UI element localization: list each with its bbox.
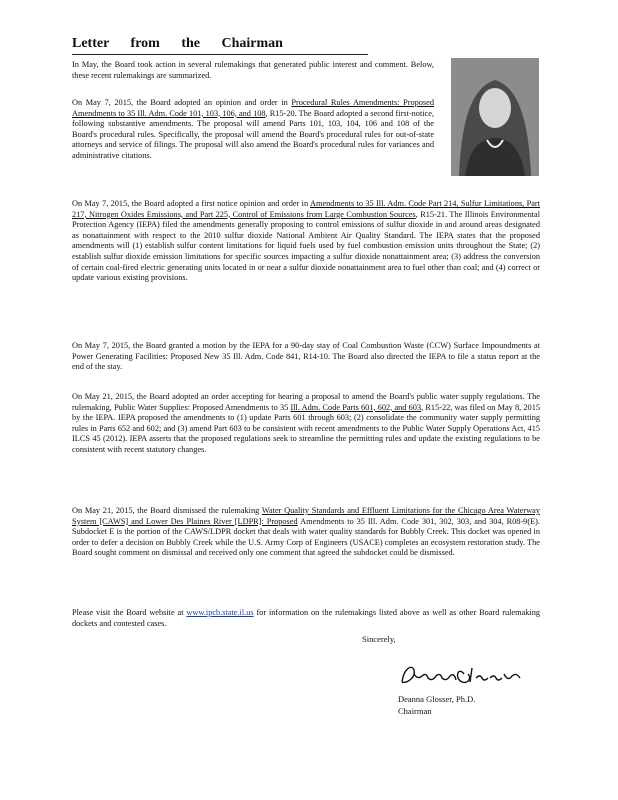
board-website-link[interactable]: www.ipcb.state.il.us (186, 608, 254, 617)
paragraph-sulfur-limitations: On May 7, 2015, the Board adopted a first notice opinion and order in Amendments to 35 Ill. Adm. Code Part 214, Sulfur Limitations, Part 217, Nitrogen Oxides Emissions, and Part 225, Control of Emissions from Large Combustion Sources, R15-21. The Illinois Environmental Protection Agency (IEPA) filed the amendments generally proposing to control emissions of sulfur dioxide in and around areas designated as nonattainment with respect to the 2010 sulfur dioxide National Ambient Air Quality Standard. The IEPA states that the proposed amendments will (1) establish sulfur content limitations for liquid fuels used by fuel combustion emission units throughout the State; (2) establish sulfur dioxide emission limitations for specific sources impacting a sulfur dioxide nonattainment area; (3) address the conversion of certain coal-fired electric generating units located in or near a sulfur dioxide nonattainment area to fuel other than coal; and (4) correct or update various existing provisions. (72, 199, 541, 283)
paragraph-water-quality-standards: On May 21, 2015, the Board dismissed the rulemaking Water Quality Standards and Effluent Limitations for the Chicago Area Waterway System [CAWS] and Lower Des Plaines River [LDPR]: Proposed Amendments to 35 Ill. Adm. Code 301, 302, 303, and 304, R08-9(E). Subdocket E is the portion of the CAWS/LDPR docket that deals with water quality standards for Bubbly Creek. This docket was opened in order to defer a decision on Bubbly Creek while the U.S. Army Corp of Engineers (USACE) completes an ecosystem restoration study. The Board sought comment on dismissal and received only one comment that agreed the subdocket could be dismissed. (72, 506, 540, 558)
paragraph-public-water-supply: On May 21, 2015, the Board adopted an order accepting for hearing a proposal to amend the Board's public water supply regulations. The rulemaking, Public Water Supplies: Proposed Amendments to 35 Ill. Adm. Code Parts 601, 602, and 603, R15-22, was filed on May 8, 2015 by the IEPA. IEPA proposed the amendments to (1) update Parts 601 through 603; (2) consolidate the community water supply permitting rules in Parts 652 and 602; and (3) amend Part 603 to be consistent with recent amendments to the Public Water Supply Operations Act, 415 ILCS 45 (2012). IEPA asserts that the proposed regulations seek to streamline the permitting rules and update the existing regulations to be consistent with recent statutory changes. (72, 392, 540, 454)
paragraph-coal-combustion-waste: On May 7, 2015, the Board granted a motion by the IEPA for a 90-day stay of Coal Combustion Waste (CCW) Surface Impoundments at Power Generating Facilities: Proposed New 35 Ill. Adm. Code 841, R14-10. The Board also directed the IEPA to file a status report at the end of the stay. (72, 341, 540, 372)
signature-image (398, 660, 523, 690)
chairman-photo (451, 58, 539, 176)
paragraph-board-website: Please visit the Board website at www.ipcb.state.il.us for information on the rulemakings listed above as well as other Board rulemaking dockets and contested cases. (72, 608, 540, 628)
signer-title: Chairman (398, 706, 432, 716)
intro-paragraph: In May, the Board took action in several rulemakings that generated public interest and comment. Below, these recent rulemakings are summarized. (72, 60, 434, 80)
letter-title: Letter from the Chairman (72, 36, 368, 55)
closing-salutation: Sincerely, (362, 634, 396, 644)
signer-name: Deanna Glosser, Ph.D. (398, 694, 476, 704)
paragraph-procedural-rules: On May 7, 2015, the Board adopted an opinion and order in Procedural Rules Amendments: Proposed Amendments to 35 Ill. Adm. Code 101, 103, 106, and 108, R15-20. The Board adopted a second first-notice, following substantive amendments. The proposal will amend Parts 101, 103, 104, 106 and 108 of the Board's procedural rules. Specifically, the proposal will amend the Board's procedural rules for out-of-state attorneys and service of filings. The proposal will also amend the Board's procedural rules for variances and administrative citations. (72, 98, 434, 160)
portrait-icon (451, 58, 539, 176)
